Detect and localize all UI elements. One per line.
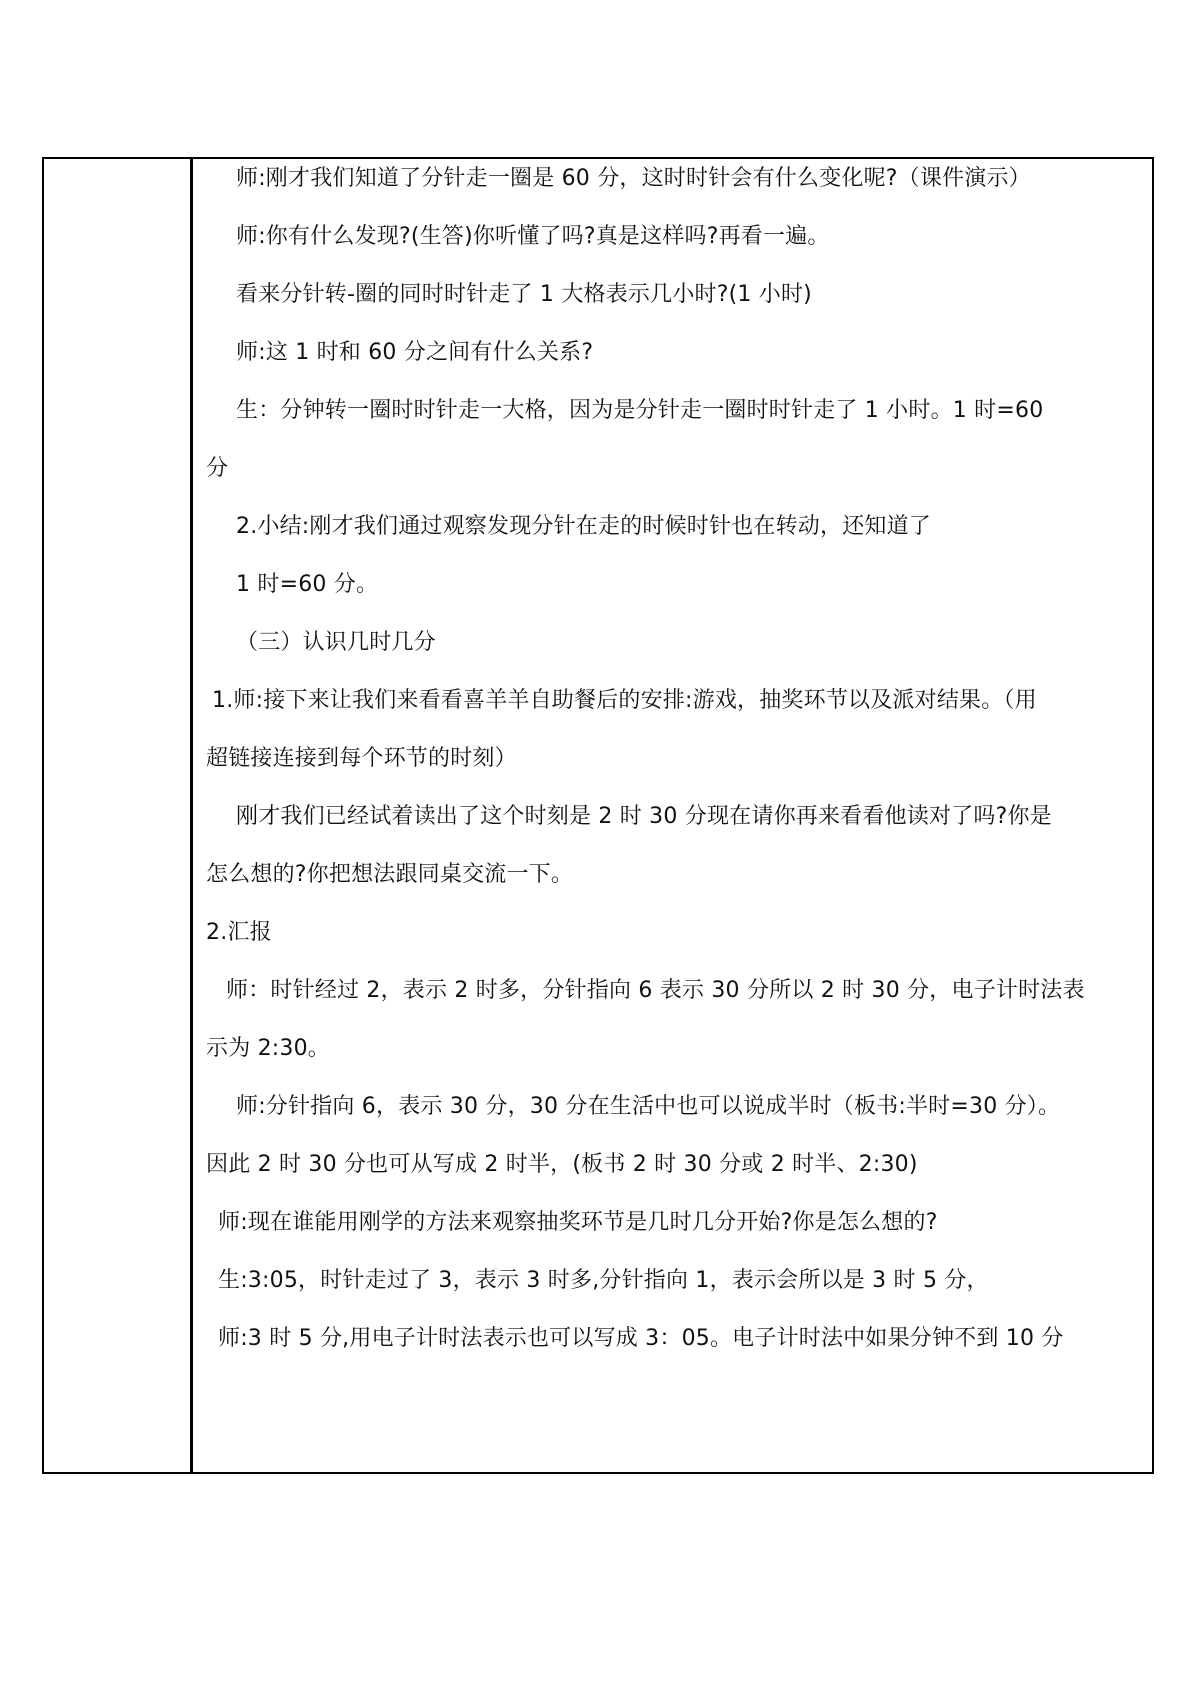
text-line: 师:分针指向 6，表示 30 分，30 分在生活中也可以说成半时（板书:半时=30 分）。 xyxy=(236,1094,1061,1119)
text-line: 2.汇报 xyxy=(206,920,272,945)
text-line: 怎么想的?你把想法跟同桌交流一下。 xyxy=(206,862,574,887)
text-line: 1.师:接下来让我们来看看喜羊羊自助餐后的安排:游戏，抽奖环节以及派对结果。（用 xyxy=(212,688,1037,713)
table-left-cell xyxy=(44,159,193,1472)
text-line: 刚才我们已经试着读出了这个时刻是 2 时 30 分现在请你再来看看他读对了吗?你是 xyxy=(236,804,1052,829)
table-content-cell xyxy=(196,159,1152,1472)
text-line: 师:现在谁能用刚学的方法来观察抽奖环节是几时几分开始?你是怎么想的? xyxy=(218,1210,938,1235)
text-line: 师：时针经过 2，表示 2 时多，分针指向 6 表示 30 分所以 2 时 30 分，电子计时法表 xyxy=(226,978,1085,1003)
text-line: 师:这 1 时和 60 分之间有什么关系? xyxy=(236,340,594,365)
text-line: 师:你有什么发现?(生答)你听懂了吗?真是这样吗?再看一遍。 xyxy=(236,224,830,249)
text-line: 师:刚才我们知道了分针走一圈是 60 分，这时时针会有什么变化呢?（课件演示） xyxy=(236,166,1031,191)
text-line: 1 时=60 分。 xyxy=(236,572,379,597)
text-line: 因此 2 时 30 分也可从写成 2 时半，(板书 2 时 30 分或 2 时半、2:30) xyxy=(206,1152,918,1177)
section-heading: （三）认识几时几分 xyxy=(236,630,436,655)
text-line: 2.小结:刚才我们通过观察发现分针在走的时候时针也在转动，还知道了 xyxy=(236,514,932,539)
text-line: 超链接连接到每个环节的时刻） xyxy=(206,746,517,771)
text-line: 师:3 时 5 分,用电子计时法表示也可以写成 3：05。电子计时法中如果分钟不到 10 分 xyxy=(218,1326,1064,1351)
text-line: 分 xyxy=(206,456,229,481)
lesson-table xyxy=(42,157,1154,1474)
text-line: 示为 2:30。 xyxy=(206,1036,330,1061)
text-line: 生：分钟转一圈时时针走一大格，因为是分针走一圈时时针走了 1 小时。1 时=60 xyxy=(236,398,1044,423)
text-line: 看来分针转-圈的同时时针走了 1 大格表示几小时?(1 小时) xyxy=(236,282,812,307)
text-line: 生:3:05，时针走过了 3，表示 3 时多,分针指向 1，表示会所以是 3 时 5 分， xyxy=(218,1268,989,1293)
